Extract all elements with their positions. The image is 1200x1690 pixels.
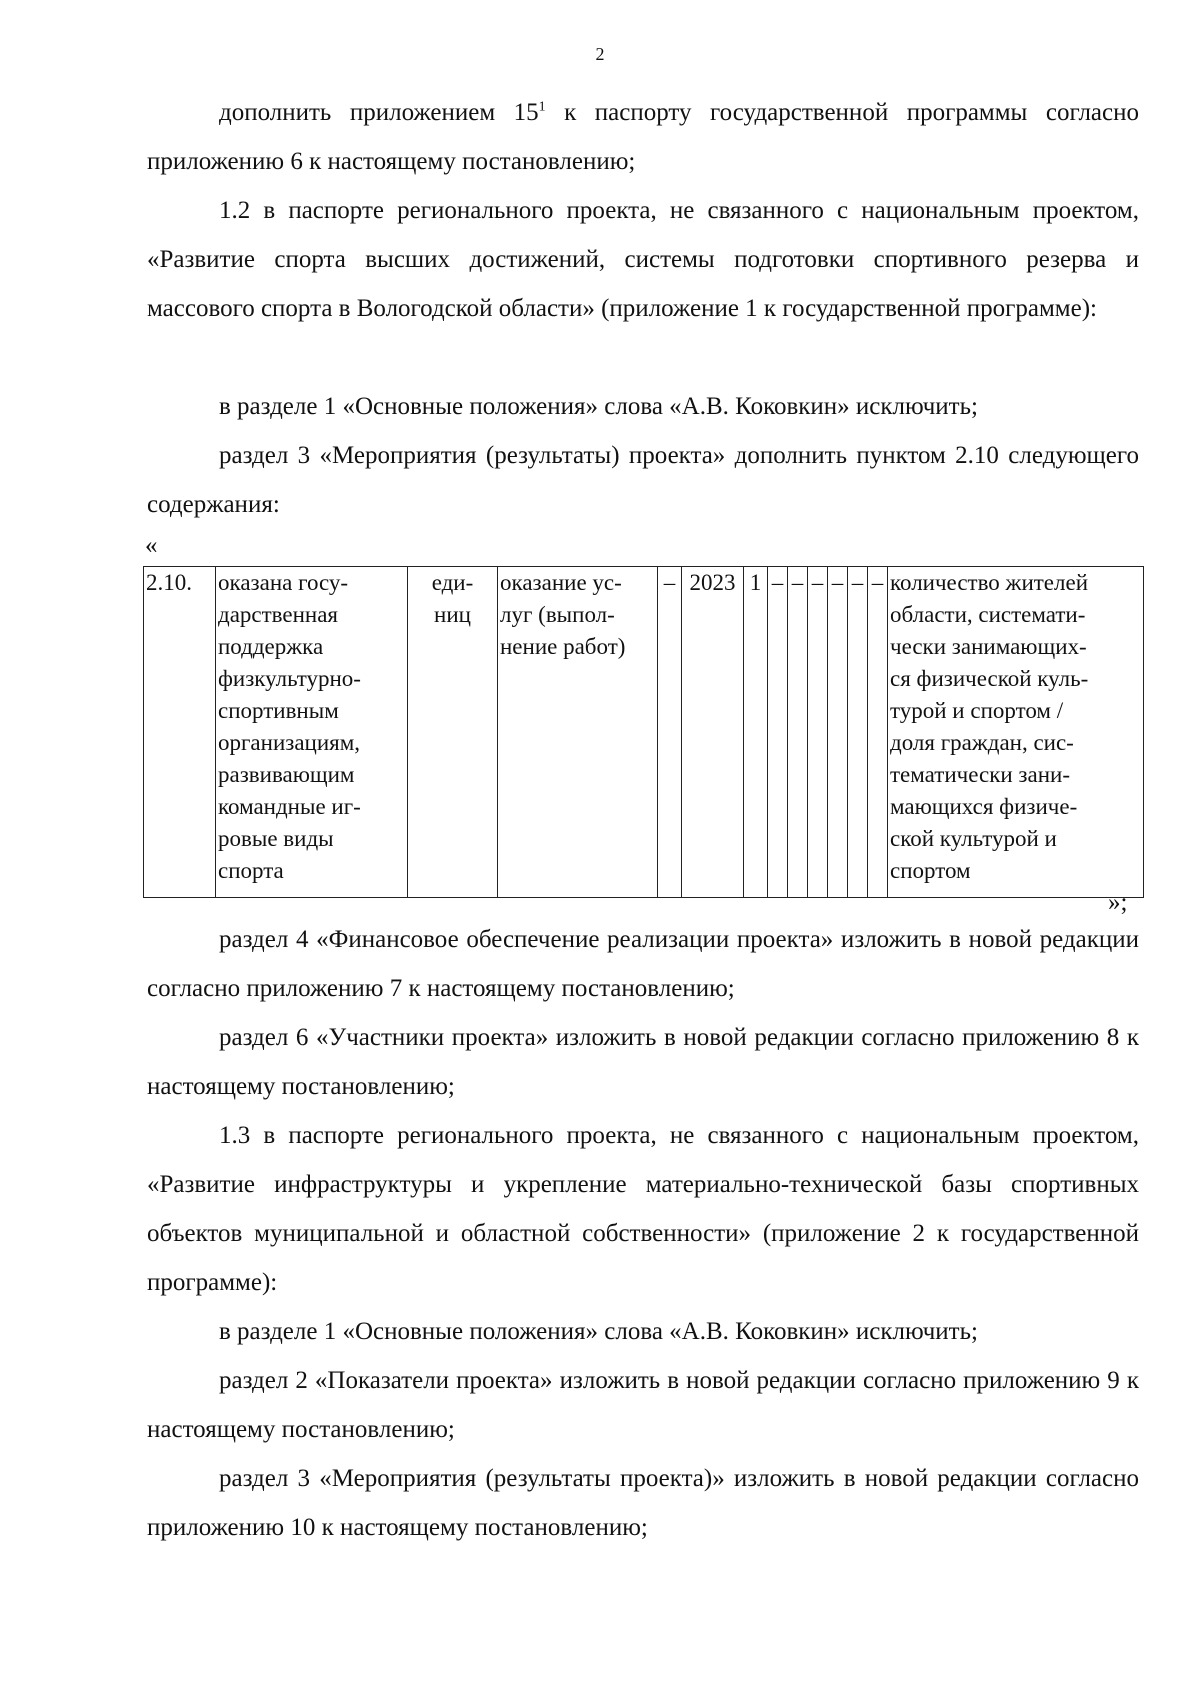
paragraph: 1.2 в паспорте регионального проекта, не связанного с национальным проектом, «Развитие спорта высших достижений, системы подготовки спортивного резерва и массового спорта в Вологодской области» (приложение 1 к государственной программе): — [147, 197, 1139, 322]
page-number: 2 — [595, 44, 605, 64]
cell-dash: – — [848, 567, 868, 898]
paragraph: в разделе 1 «Основные положения» слова «А.В. Коковкин» исключить; — [219, 393, 978, 420]
cell-indicator: количество жителей области, системати- чески занимающих- ся физической куль- турой и спортом / доля граждан, сис- тематически зани- мающихся физиче- ской культурой и спортом — [888, 567, 1144, 898]
paragraph: раздел 6 «Участники проекта» изложить в новой редакции согласно приложению 8 к настоящему постановлению; — [147, 1024, 1139, 1100]
cell-value: 1 — [744, 567, 768, 898]
cell-dash: – — [868, 567, 888, 898]
cell-dash: – — [808, 567, 828, 898]
paragraph: 1.3 в паспорте регионального проекта, не связанного с национальным проектом, «Развитие инфраструктуры и укрепление материально-технической базы спортивных объектов муниципальной и областной собственности» (приложение 2 к государственной программе): — [147, 1122, 1139, 1296]
cell-result: оказана госу- дарственная поддержка физкультурно- спортивным организациям, развивающим командные иг- ровые виды спорта — [216, 567, 408, 898]
table-row — [144, 567, 1144, 898]
opening-quote: « — [145, 532, 158, 559]
paragraph: раздел 2 «Показатели проекта» изложить в новой редакции согласно приложению 9 к настоящему постановлению; — [147, 1367, 1139, 1443]
paragraph: дополнить приложением $15^1$ к паспорту государственной программы согласно приложению 6 к настоящему постановлению; — [147, 99, 1139, 175]
cell-year: 2023 — [682, 567, 744, 898]
paragraph: раздел 3 «Мероприятия (результаты проекта)» изложить в новой редакции согласно приложению 10 к настоящему постановлению; — [147, 1465, 1139, 1541]
closing-quote: »; — [1108, 889, 1128, 916]
cell-unit: еди- ниц — [408, 567, 498, 898]
paragraph: раздел 4 «Финансовое обеспечение реализации проекта» изложить в новой редакции согласно приложению 7 к настоящему постановлению; — [147, 926, 1139, 1002]
superscript: 1 — [538, 99, 546, 115]
cell-dash: – — [828, 567, 848, 898]
activity-table — [143, 566, 1144, 898]
cell-type: оказание ус- луг (выпол- нение работ) — [498, 567, 658, 898]
cell-dash: – — [658, 567, 682, 898]
cell-number: 2.10. — [144, 567, 216, 898]
paragraph: в разделе 1 «Основные положения» слова «А.В. Коковкин» исключить; — [219, 1318, 978, 1345]
cell-dash: – — [768, 567, 788, 898]
cell-dash: – — [788, 567, 808, 898]
paragraph: раздел 3 «Мероприятия (результаты) проекта» дополнить пунктом 2.10 следующего содержания: — [147, 442, 1139, 518]
